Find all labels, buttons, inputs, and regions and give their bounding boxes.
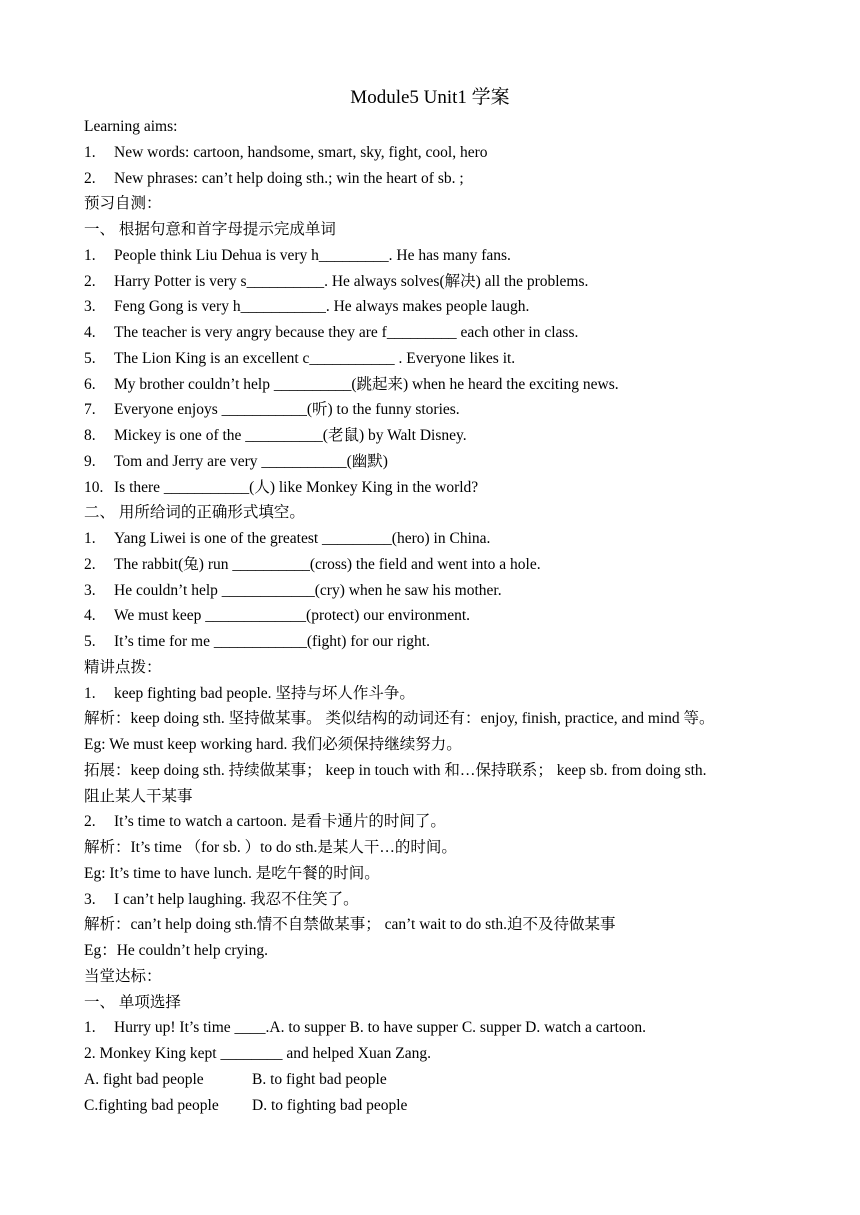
line-text: It’s time for me ____________(fight) for our right. xyxy=(114,633,430,650)
text-line xyxy=(84,861,784,887)
line-text: The rabbit(兔) run __________(cross) the field and went into a hole. xyxy=(114,555,541,573)
numbered-item xyxy=(84,243,784,269)
item-number: 2. xyxy=(84,169,96,187)
line-text: Hurry up! It’s time ____.A. to supper B. to have supper C. supper D. watch a cartoon. xyxy=(114,1019,647,1037)
numbered-item xyxy=(84,320,784,346)
line-text: 2. Monkey King kept ________ and helped Xuan Zang. xyxy=(84,1045,431,1062)
item-number: 3. xyxy=(84,581,96,599)
line-text: 拓展：keep doing sth. 持续做某事； keep in touch with 和…保持联系； keep sb. from doing sth. xyxy=(84,761,707,779)
line-text: Yang Liwei is one of the greatest _________(hero) in China. xyxy=(114,530,491,547)
line-text: 解析：can’t help doing sth.情不自禁做某事； can’t wait to do sth.迫不及待做某事 xyxy=(84,916,616,934)
item-number: 1. xyxy=(84,143,96,161)
line-text: Is there ___________(人) like Monkey King in the world? xyxy=(114,478,479,496)
text-line xyxy=(84,964,784,990)
numbered-item xyxy=(84,681,784,707)
text-line xyxy=(84,706,784,732)
line-text: Eg：He couldn’t help crying. xyxy=(84,942,268,959)
item-number: 2. xyxy=(84,555,96,573)
numbered-item xyxy=(84,423,784,449)
item-number: 1. xyxy=(84,246,96,264)
item-number: 3. xyxy=(84,298,96,316)
line-text: He couldn’t help ____________(cry) when he saw his mother. xyxy=(114,581,502,599)
item-number: 9. xyxy=(84,452,96,470)
item-number: 2. xyxy=(84,813,96,831)
answer-option: A. fight bad people xyxy=(84,1070,204,1088)
line-text: My brother couldn’t help __________(跳起来) when he heard the exciting news. xyxy=(114,375,619,393)
line-text: We must keep _____________(protect) our environment. xyxy=(114,607,471,625)
text-line xyxy=(84,217,784,243)
line-text: Mickey is one of the __________(老鼠) by Walt Disney. xyxy=(114,427,467,444)
document-body xyxy=(84,114,784,1118)
text-line xyxy=(84,990,784,1016)
item-number: 5. xyxy=(84,633,96,650)
numbered-item xyxy=(84,475,784,501)
numbered-item xyxy=(84,603,784,629)
text-line xyxy=(84,655,784,681)
line-text: New words: cartoon, handsome, smart, sky, fight, cool, hero xyxy=(114,143,488,161)
line-text: Learning aims: xyxy=(84,118,178,135)
numbered-item xyxy=(84,887,784,913)
answer-option: B. to fight bad people xyxy=(252,1070,387,1088)
item-number: 2. xyxy=(84,272,96,290)
numbered-item xyxy=(84,294,784,320)
line-text: 预习自测： xyxy=(84,195,162,213)
text-line xyxy=(84,500,784,526)
line-text: Eg: We must keep working hard. 我们必须保持继续努力。 xyxy=(84,736,462,753)
line-text: Harry Potter is very s__________. He always solves(解决) all the problems. xyxy=(114,272,589,290)
numbered-item xyxy=(84,346,784,372)
item-number: 4. xyxy=(84,607,96,625)
text-line xyxy=(84,912,784,938)
line-text: 解析：It’s time （for sb. ）to do sth.是某人干…的时间。 xyxy=(84,839,457,856)
line-text: It’s time to watch a cartoon. 是看卡通片的时间了。 xyxy=(114,813,446,831)
line-text: 一、 单项选择 xyxy=(84,993,181,1011)
item-number: 1. xyxy=(84,684,96,702)
line-text: 二、 用所给词的正确形式填空。 xyxy=(84,504,305,522)
line-text: 当堂达标： xyxy=(84,967,162,985)
line-text: Tom and Jerry are very ___________(幽默) xyxy=(114,452,388,470)
answer-options-row xyxy=(84,1093,784,1119)
item-number: 4. xyxy=(84,324,96,341)
numbered-item xyxy=(84,140,784,166)
numbered-item xyxy=(84,578,784,604)
numbered-item xyxy=(84,526,784,552)
numbered-item xyxy=(84,552,784,578)
item-number: 1. xyxy=(84,530,96,547)
line-text: Everyone enjoys ___________(听) to the funny stories. xyxy=(114,401,460,419)
numbered-item xyxy=(84,809,784,835)
text-line xyxy=(84,835,784,861)
line-text: The teacher is very angry because they are f_________ each other in class. xyxy=(114,324,579,341)
item-number: 8. xyxy=(84,427,96,444)
text-line xyxy=(84,1041,784,1067)
item-number: 1. xyxy=(84,1019,96,1037)
text-line xyxy=(84,938,784,964)
text-line xyxy=(84,191,784,217)
item-number: 7. xyxy=(84,401,96,419)
line-text: 阻止某人干某事 xyxy=(84,787,193,805)
line-text: The Lion King is an excellent c___________ . Everyone likes it. xyxy=(114,349,516,367)
numbered-item xyxy=(84,269,784,295)
numbered-item xyxy=(84,397,784,423)
text-line xyxy=(84,114,784,140)
numbered-item xyxy=(84,166,784,192)
line-text: New phrases: can’t help doing sth.; win the heart of sb. ; xyxy=(114,169,464,187)
item-number: 5. xyxy=(84,349,96,367)
page-title: Module5 Unit1 学案 xyxy=(350,87,510,108)
answer-option: C.fighting bad people xyxy=(84,1096,219,1114)
text-line xyxy=(84,784,784,810)
numbered-item xyxy=(84,629,784,655)
item-number: 3. xyxy=(84,890,96,908)
item-number: 10. xyxy=(84,478,104,496)
answer-option: D. to fighting bad people xyxy=(252,1096,408,1114)
line-text: Eg: It’s time to have lunch. 是吃午餐的时间。 xyxy=(84,864,380,882)
line-text: 一、 根据句意和首字母提示完成单词 xyxy=(84,221,336,238)
answer-options-row xyxy=(84,1067,784,1093)
line-text: I can’t help laughing. 我忍不住笑了。 xyxy=(114,890,359,908)
line-text: People think Liu Dehua is very h_________. He has many fans. xyxy=(114,246,511,264)
line-text: Feng Gong is very h___________. He always makes people laugh. xyxy=(114,298,530,316)
numbered-item xyxy=(84,372,784,398)
numbered-item xyxy=(84,449,784,475)
item-number: 6. xyxy=(84,375,96,393)
numbered-item xyxy=(84,1015,784,1041)
line-text: 精讲点拨： xyxy=(84,658,162,676)
text-line xyxy=(84,758,784,784)
text-line xyxy=(84,732,784,758)
line-text: 解析：keep doing sth. 坚持做某事。 类似结构的动词还有：enjoy, finish, practice, and mind 等。 xyxy=(84,710,715,728)
line-text: keep fighting bad people. 坚持与坏人作斗争。 xyxy=(114,684,415,702)
